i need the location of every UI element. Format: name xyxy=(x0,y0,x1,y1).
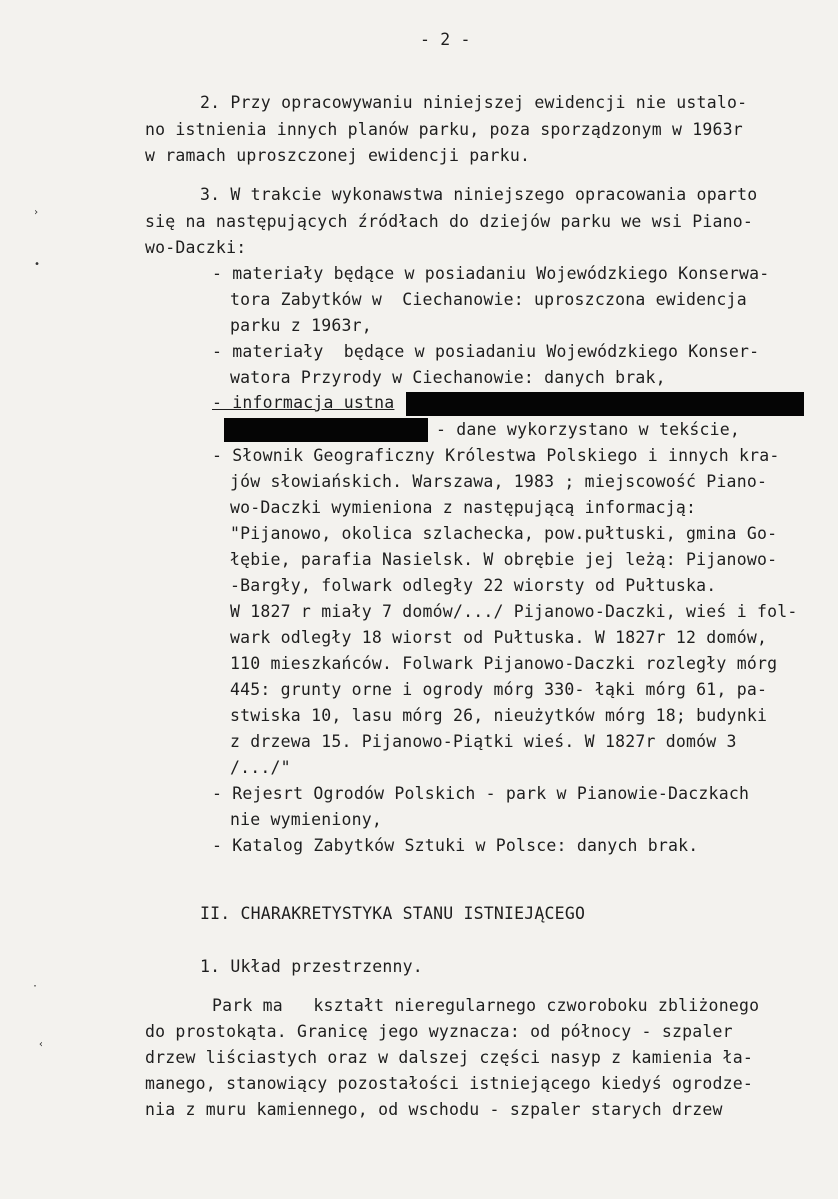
source-line: stwiska 10, lasu mórg 26, nieużytków mórg 18; budynki xyxy=(230,706,768,725)
source-line: wo-Daczki wymieniona z następującą informacją: xyxy=(230,498,697,517)
paragraph-line: manego, stanowiący pozostałości istniejącego kiedyś ogrodze- xyxy=(145,1074,754,1093)
page-number: - 2 - xyxy=(420,30,471,49)
section-3-line: się na następujących źródłach do dziejów parku we wsi Piano- xyxy=(145,212,754,231)
redaction-bar xyxy=(406,392,804,416)
source-line: z drzewa 15. Pijanowo-Piątki wieś. W 1827r domów 3 xyxy=(230,732,737,751)
section-2-line: 2. Przy opracowywaniu niniejszej ewidencji nie ustalo- xyxy=(200,93,748,112)
source-line: łębie, parafia Nasielsk. W obrębie jej leżą: Pijanowo- xyxy=(230,550,778,569)
chapter-heading: II. CHARAKRETYSTYKA STANU ISTNIEJĄCEGO xyxy=(200,904,586,923)
scan-speck: ‹ xyxy=(38,1039,45,1050)
paragraph-line: drzew liściastych oraz w dalszej części nasyp z kamienia ła- xyxy=(145,1048,754,1067)
source-line: wark odległy 18 wiorst od Pułtuska. W 1827r 12 domów, xyxy=(230,628,768,647)
source-line: 445: grunty orne i ogrody mórg 330- łąki mórg 61, pa- xyxy=(230,680,768,699)
redaction-bar xyxy=(224,418,428,442)
scan-speck: › xyxy=(33,207,40,218)
section-2-line: no istnienia innych planów parku, poza sporządzonym w 1963r xyxy=(145,120,743,139)
source-line: - informacja ustna xyxy=(212,393,395,412)
source-line: - Słownik Geograficzny Królestwa Polskiego i innych kra- xyxy=(212,446,780,465)
source-line: W 1827 r miały 7 domów/.../ Pijanowo-Daczki, wieś i fol- xyxy=(230,602,798,621)
source-line: - materiały będące w posiadaniu Wojewódzkiego Konserwa- xyxy=(212,264,770,283)
section-3-line: wo-Daczki: xyxy=(145,238,247,257)
scan-speck: · xyxy=(32,981,39,992)
section-3-line: 3. W trakcie wykonawstwa niniejszego opracowania oparto xyxy=(200,185,758,204)
source-line: tora Zabytków w Ciechanowie: uproszczona ewidencja xyxy=(230,290,747,309)
paragraph-line: nia z muru kamiennego, od wschodu - szpaler starych drzew xyxy=(145,1100,723,1119)
source-line: nie wymieniony, xyxy=(230,810,383,829)
source-line: 110 mieszkańców. Folwark Pijanowo-Daczki rozległy mórg xyxy=(230,654,778,673)
paragraph-line: Park ma kształt nieregularnego czworoboku zbliżonego xyxy=(212,996,760,1015)
source-line: - Rejesrt Ogrodów Polskich - park w Pianowie-Daczkach xyxy=(212,784,750,803)
source-line: - dane wykorzystano w tekście, xyxy=(436,420,741,439)
source-line: /.../" xyxy=(230,758,291,777)
source-line: - materiały będące w posiadaniu Wojewódzkiego Konser- xyxy=(212,342,760,361)
source-line: jów słowiańskich. Warszawa, 1983 ; miejscowość Piano- xyxy=(230,472,768,491)
section-subheading: 1. Układ przestrzenny. xyxy=(200,957,423,976)
paragraph-line: do prostokąta. Granicę jego wyznacza: od północy - szpaler xyxy=(145,1022,733,1041)
source-line: watora Przyrody w Ciechanowie: danych brak, xyxy=(230,368,666,387)
source-line: - Katalog Zabytków Sztuki w Polsce: danych brak. xyxy=(212,836,699,855)
source-line: "Pijanowo, okolica szlachecka, pow.pułtuski, gmina Go- xyxy=(230,524,778,543)
section-2-line: w ramach uproszczonej ewidencji parku. xyxy=(145,146,531,165)
scan-speck: • xyxy=(34,259,41,270)
source-line: -Bargły, folwark odległy 22 wiorsty od Pułtuska. xyxy=(230,576,717,595)
source-line: parku z 1963r, xyxy=(230,316,372,335)
